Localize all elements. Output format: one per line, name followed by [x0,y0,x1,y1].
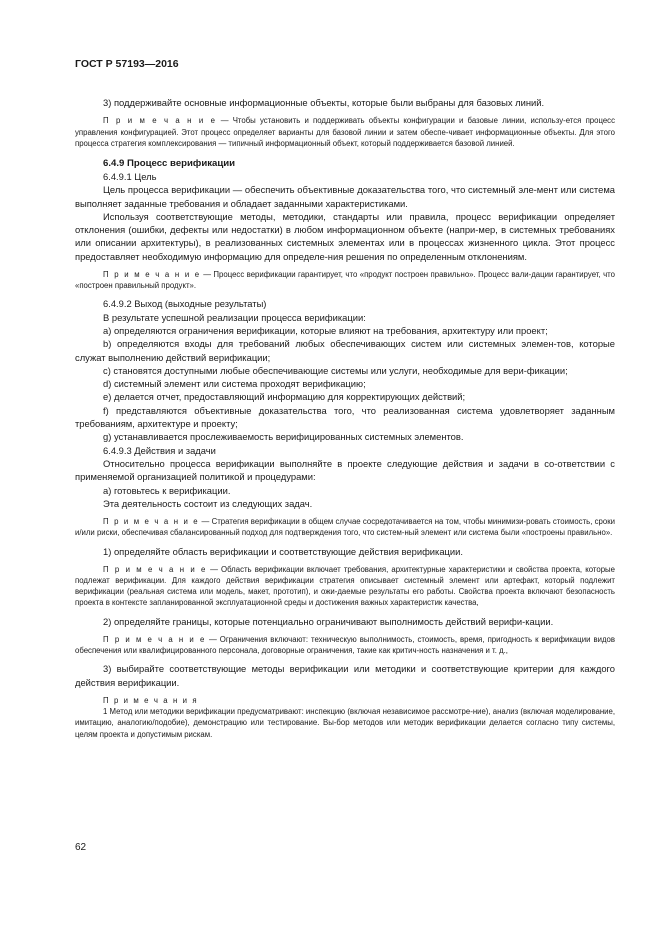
note-text: — Стратегия верификации в общем случае сосредотачивается на том, чтобы минимизи-ровать стоимость, сроки и/или риски, обеспечивая сбалансированный подход для подтверждения того, что систем-ный элемент или система были «построены правильно». [75,517,615,538]
note-label: П р и м е ч а н и е [103,517,200,527]
list-item: g) устанавливается прослеживаемость верифицированных системных элементов. [103,431,464,443]
notes-label-text: П р и м е ч а н и я [103,695,199,705]
note [75,115,615,149]
section-heading: 6.4.9 Процесс верификации [103,157,236,169]
subsection-title: 6.4.9.2 Выход (выходные результаты) [103,298,267,310]
note [75,634,615,656]
note [75,269,615,291]
list-item: a) готовьтесь к верификации. [103,484,231,496]
note-label: П р и м е ч а н и е [103,564,207,574]
note-label: П р и м е ч а н и е [103,116,217,126]
note [75,516,615,538]
list-item: e) делается отчет, предоставляющий информацию для корректирующих действий; [103,391,466,403]
page-number: 62 [75,842,87,853]
note [75,564,615,609]
list-item: f) представляются объективные доказательства того, что реализованная система удовлетворяет заданным требованиям, архитектуре и проекту; [75,404,615,430]
note: 1 Метод или методики верификации предусматривают: инспекцию (включая независимое рассмотре-ние), анализ (включая моделирование, имитацию, аналогию/подобие), демонстрацию или тестирование. Вы-бор методов или методик верификации делается согласно типу системы, целям проекта и допустимым рискам. [75,707,615,739]
subsection-title: 6.4.9.3 Действия и задачи [103,444,216,456]
note-text: — Процесс верификации гарантирует, что «продукт построен правильно». Процесс вали-дации гарантирует, что «построен правильный продукт». [75,269,615,291]
list-item: 1) определяйте область верификации и соответствующие действия верификации. [103,545,464,557]
paragraph: Относительно процесса верификации выполняйте в проекте следующие действия и задачи в со-ответствии с применяемой организацией политикой и процедурами: [75,457,615,483]
list-item: a) определяются ограничения верификации, которые влияют на требования, архитектуру или проект; [103,324,548,336]
notes-label [75,695,615,706]
list-item: d) системный элемент или система проходят верификацию; [103,378,366,390]
note-text: — Ограничения включают: техническую выполнимость, стоимость, время, пригодность к верификации видов обеспечения или квалифицированного персонала, договорные ограничения, такие как критич-ность назначения и т. д., [75,634,615,656]
paragraph: Цель процесса верификации — обеспечить объективные доказательства того, что системный эле-мент или система выполняет заданные требования и обладает заданными характеристиками. [75,184,615,209]
note-label: П р и м е ч а н и е [103,269,201,279]
list-item: c) становятся доступными любые обеспечивающие системы или услуги, необходимые для вери-фикации; [103,364,568,376]
note-label: П р и м е ч а н и е [103,634,206,644]
list-item: b) определяются входы для требований любых обеспечивающих систем или системных элемен-тов, которые служат выполнению действий верификации; [75,338,615,363]
list-item: 3) выбирайте соответствующие методы верификации или методики и соответствующие критерии для каждого действия верификации. [75,663,615,688]
paragraph: 3) поддерживайте основные информационные объекты, которые были выбраны для базовых линий. [103,97,545,108]
document-header: ГОСТ Р 57193—2016 [75,58,179,70]
subsection-title: 6.4.9.1 Цель [103,170,157,182]
paragraph: В результате успешной реализации процесса верификации: [103,311,366,323]
document-page [75,58,615,740]
list-item: 2) определяйте границы, которые потенциально ограничивают выполнимость действий верифи-кации. [103,615,554,627]
note-text: — Область верификации включает требования, архитектурные характеристики и свойства проекта, которые подлежат верификации. Для каждого действия верификации стратегия описывает системный элемент или артефакт, который подлежит верификации (реальная система или модель, макет, прототип), и ожи-даемые результаты его работы. Свойства проекта включают безопасность проекта в контексте запланированной эксплуатационной среды и достижения важных характеристик качества, [75,564,615,608]
paragraph: Используя соответствующие методы, методики, стандарты или правила, процесс верификации определяет отклонения (ошибки, дефекты или недостатки) в любом информационном объекте (напри-мер, в системных требованиях или описании архитектуры), в реализованных системных элементах или в процессах жизненного цикла. Этот процесс предоставляет необходимую информацию для определе-ния решения по определенным отклонениям. [75,210,615,262]
note-text: — Чтобы установить и поддерживать объекты конфигурации и базовые линии, использу-ется процесс управления конфигурацией. Этот процесс определяет варианты для базовой линии и затем обеспе-чивает информационные объекты. Для этого процесса стратегия комплексирования — типичный информационный объект, который поддерживается базовой линией. [75,116,615,148]
paragraph: Эта деятельность состоит из следующих задач. [103,497,313,509]
